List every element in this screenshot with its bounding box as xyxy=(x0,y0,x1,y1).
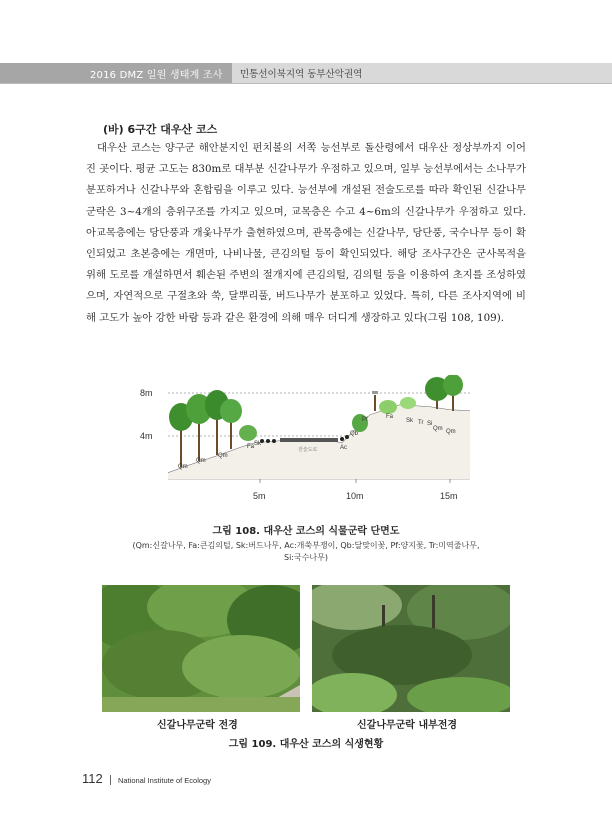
footer-organization: National Institute of Ecology xyxy=(118,776,211,785)
species-label: Si xyxy=(427,421,433,427)
photo-oak-community-overview xyxy=(102,585,300,712)
figure-108-legend-line1: (Qm:신갈나무, Fa:큰김의털, Sk:버드나무, Ac:개쑥부쟁이, Qb:달맞이꽃, Pf:양지꽃, Tr:미역줄나무, xyxy=(132,541,480,550)
vegetation-profile-diagram xyxy=(130,375,490,505)
footer-separator xyxy=(110,775,111,785)
page-number: 112 xyxy=(82,771,103,786)
y-tick-4m: 4m xyxy=(140,431,153,441)
species-label: Pf xyxy=(362,417,368,423)
body-paragraph: 대우산 코스는 양구군 해안분지인 펀치볼의 서쪽 능선부로 돌산령에서 대우산 정상부까지 이어진 곳이다. 평균 고도는 830m로 대부분 신갈나무가 우점하고 있으며, 일부 능선부에서는 소나무가 분포하거나 신갈나무와 혼합림을 이루고 있다. 능선부에 개설된 전술도로를 따라 확인된 신갈나무군락은 3~4개의 층위구조를 가지고 있으며, 교목층은 수고 4~6m의 신갈나무가 우점하고 있다. 아교목층에는 당단풍과 개옻나무가 출현하였으며, 관목층에는 신갈나무, 당단풍, 국수나무 등이 확인되었고 초본층에는 개면마, 나비나물, 큰김의털 등이 확인되었다. 해당 조사구간은 군사목적을 위해 도로를 개설하면서 훼손된 주변의 절개지에 큰김의털, 김의털 등을 이용하여 초지를 조성하였으며, 자연적으로 구절초와 쑥, 달뿌리풀, 버드나무가 분포하고 있었다. 특히, 다른 조사지역에 비해 고도가 높아 강한 바람 등과 같은 환경에 의해 매우 더디게 생장하고 있다(그림 108, 109). xyxy=(86,142,526,324)
species-label: Fa xyxy=(247,444,255,450)
figure-108-legend-line2: Si:국수나무) xyxy=(283,553,329,562)
species-label: Qb xyxy=(350,431,359,437)
species-label: Qm xyxy=(433,426,443,432)
species-label: Tr xyxy=(418,420,424,426)
header-title: 2016 DMZ 일원 생태계 조사 xyxy=(90,70,223,81)
species-label: Fa xyxy=(386,414,394,420)
road-label: 전술도로 xyxy=(298,447,318,453)
species-label: Sk xyxy=(254,441,262,447)
section-title: (바) 6구간 대우산 코스 xyxy=(103,123,218,136)
figure-109-caption: 그림 109. 대우산 코스의 식생현황 xyxy=(228,739,384,750)
species-label: Qm xyxy=(446,429,456,435)
x-tick-5m: 5m xyxy=(253,491,266,501)
y-tick-8m: 8m xyxy=(140,388,153,398)
header-divider xyxy=(0,83,612,84)
photo-right-label: 신갈나무군락 내부전경 xyxy=(357,720,458,731)
species-label: Ac xyxy=(340,445,348,451)
species-label: Qm xyxy=(178,464,188,470)
body-text xyxy=(86,138,526,329)
photo-oak-community-interior xyxy=(312,585,510,712)
figure-108-caption: 그림 108. 대우산 코스의 식물군락 단면도 xyxy=(212,526,400,537)
photo-left-label: 신갈나무군락 전경 xyxy=(157,720,238,731)
header-subtitle: 민통선이북지역 동부산악권역 xyxy=(240,69,363,80)
road xyxy=(280,438,338,442)
x-tick-10m: 10m xyxy=(346,491,364,501)
species-label: Sk xyxy=(406,418,414,424)
species-label: Qm xyxy=(196,458,206,464)
x-tick-15m: 15m xyxy=(440,491,458,501)
species-label: Qm xyxy=(218,453,228,459)
